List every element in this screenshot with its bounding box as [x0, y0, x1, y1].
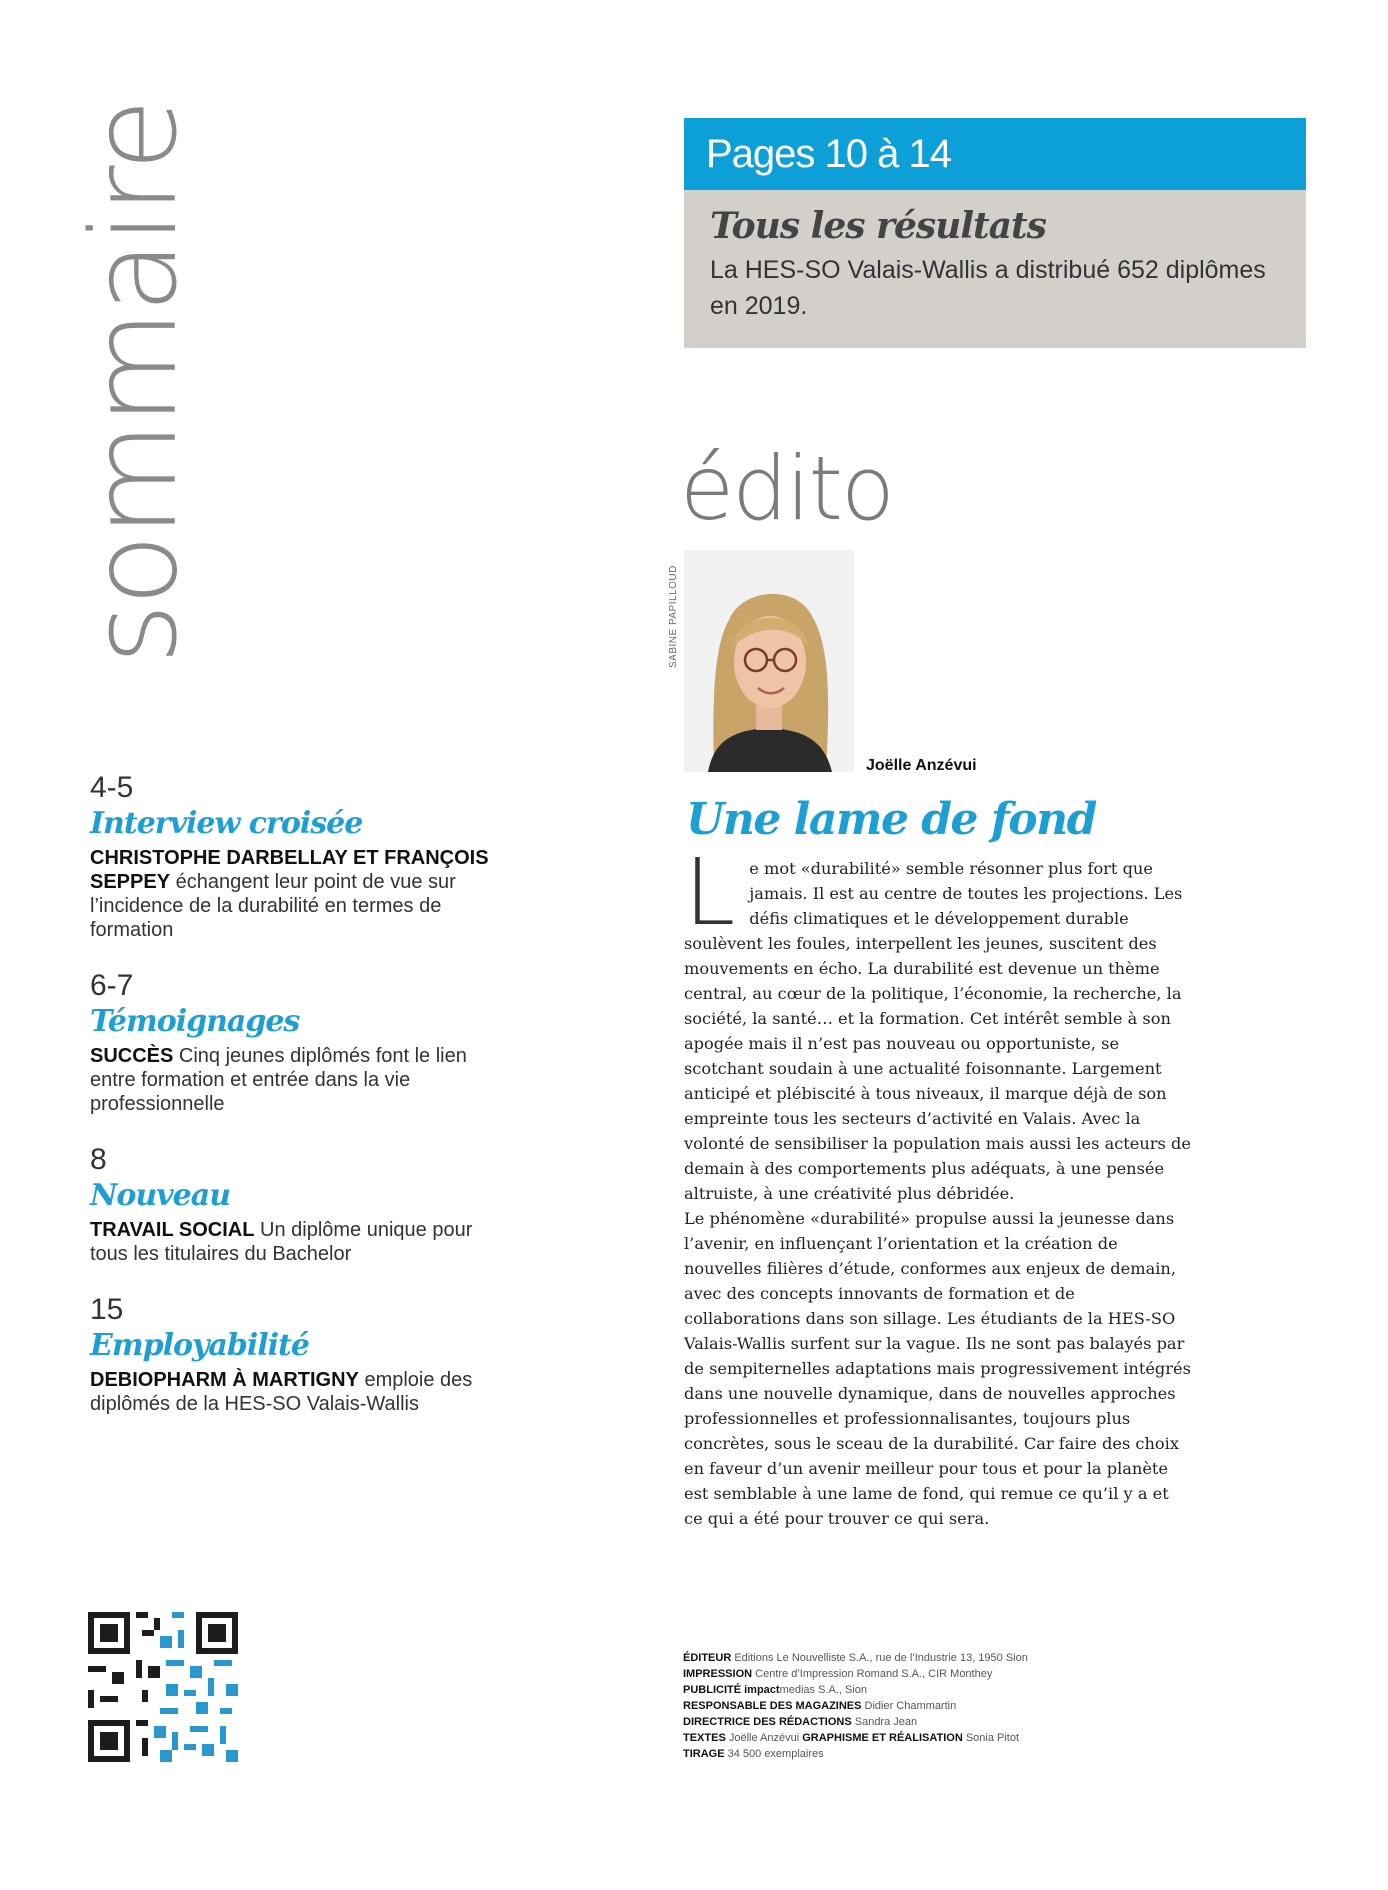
qr-code-graphic [88, 1612, 238, 1762]
imprint-value: Sandra Jean [851, 1716, 918, 1728]
photo-credit-text: SABINE PAPILLOUD [668, 565, 679, 668]
feature-pages-banner[interactable]: Pages 10 à 14 [684, 118, 1306, 190]
toc-description [90, 1368, 510, 1416]
imprint-label: ÉDITEUR [683, 1652, 732, 1664]
qr-code-icon[interactable] [88, 1612, 238, 1762]
toc-heading[interactable]: Nouveau [90, 1178, 231, 1213]
edito-paragraph: Le phénomène «durabilité» propulse aussi la jeunesse dans l’avenir, en influençant l’orientation et la création de nouvelles filières d’étude, conformes aux enjeux de demain, avec des concepts innovants de formation et de collaborations dans son sillage. Les étudiants de la HES-SO Valais-Wallis surfent sur la vague. Ils ne sont pas balayés par de sempiternelles adaptations mais progressivement intégrés dans une nouvelle dynamique, dans de nouvelles approches professionnelles et professionnalisantes, toujours plus concrètes, sous le sceau de la durabilité. Car faire des choix en faveur d’un avenir meilleur pour tous et pour la planète est semblable à une lame de fond, qui remue ce qu’il y a et ce qui a été pour trouver ce qui sera. [684, 1209, 1191, 1528]
edito-label: édito [680, 437, 893, 540]
portrait-image [684, 550, 854, 772]
toc-entry[interactable] [90, 770, 510, 942]
section-title-sommaire [65, 101, 203, 665]
imprint-value: Centre d’Impression Romand S.A., CIR Monthey [752, 1668, 993, 1680]
imprint-value: medias S.A., Sion [779, 1684, 868, 1696]
toc-pages: 4-5 [90, 771, 134, 804]
toc-pages: 8 [90, 1143, 107, 1176]
imprint-label: GRAPHISME ET RÉALISATION [802, 1732, 963, 1744]
imprint-line [683, 1746, 1203, 1762]
imprint-value: Joëlle Anzévui [725, 1732, 803, 1744]
imprint-label: TIRAGE [683, 1748, 725, 1760]
toc-pages: 15 [90, 1293, 124, 1326]
imprint-line [683, 1730, 1203, 1746]
imprint-value: Didier Chammartin [861, 1700, 957, 1712]
toc-body: Cinq jeunes diplômés font le lien entre formation et entrée dans la vie professionnelle [90, 1045, 467, 1115]
edito-title: Une lame de fond [686, 794, 1096, 845]
toc-entry[interactable] [90, 1142, 510, 1266]
toc-heading[interactable]: Témoignages [90, 1004, 300, 1039]
imprint-value: Sonia Pitot [962, 1732, 1020, 1744]
toc-description [90, 846, 510, 942]
toc-body: emploie des diplômés de la HES-SO Valais-Wallis [90, 1369, 473, 1415]
drop-cap: L [684, 839, 736, 946]
imprint-line [683, 1698, 1203, 1714]
imprint [683, 1650, 1203, 1762]
toc-description [90, 1044, 510, 1116]
imprint-label: PUBLICITÉ [683, 1684, 742, 1696]
toc-body: Un diplôme unique pour tous les titulaires du Bachelor [90, 1219, 473, 1265]
author-name: Joëlle Anzévui [866, 757, 977, 774]
imprint-brand: impact [741, 1684, 780, 1696]
toc-body: échangent leur point de vue sur l’incidence de la durabilité en termes de formation [90, 871, 456, 941]
imprint-value: 34 500 exemplaires [724, 1748, 824, 1760]
imprint-label: DIRECTRICE DES RÉDACTIONS [683, 1716, 852, 1728]
author-photo [684, 550, 854, 772]
sommaire-label: sommaire [65, 101, 203, 665]
toc-heading[interactable]: Interview croisée [90, 806, 363, 841]
imprint-value: Editions Le Nouvelliste S.A., rue de l’Industrie 13, 1950 Sion [731, 1652, 1028, 1664]
toc-entry[interactable] [90, 1292, 510, 1416]
imprint-line [683, 1666, 1203, 1682]
table-of-contents [90, 770, 510, 1442]
photo-credit [668, 558, 682, 668]
toc-lead: TRAVAIL SOCIAL [90, 1219, 255, 1241]
edito-body [684, 839, 1192, 1531]
imprint-line [683, 1650, 1203, 1666]
toc-pages: 6-7 [90, 969, 134, 1002]
feature-title: Tous les résultats [710, 205, 1046, 247]
imprint-label: TEXTES [683, 1732, 726, 1744]
toc-lead: DEBIOPHARM À MARTIGNY [90, 1369, 359, 1391]
edito-paragraph: e mot «durabilité» semble résonner plus fort que jamais. Il est au centre de toutes les projections. Les défis climatiques et le développement durable soulèvent les foules, interpellent les jeunes, suscitent des mouvements en écho. La durabilité est devenue un thème central, au cœur de la politique, l’économie, la recherche, la société, la santé… et la formation. Cet intérêt semble à son apogée mais il n’est pas nouveau ou opportuniste, se scotchant soudain à une actualité foisonnante. Largement anticipé et plébiscité à tous niveaux, il marque déjà de son empreinte tous les secteurs d’activité en Valais. Avec la volonté de sensibiliser la population mais aussi les acteurs de demain à des comportements plus adéquats, à une pensée altruiste, à une créativité plus débridée. [684, 859, 1191, 1203]
toc-lead: CHRISTOPHE DARBELLAY ET FRANÇOIS SEPPEY [90, 847, 489, 893]
toc-lead: SUCCÈS [90, 1045, 174, 1067]
toc-entry[interactable] [90, 968, 510, 1116]
imprint-label: IMPRESSION [683, 1668, 753, 1680]
imprint-line [683, 1682, 1203, 1698]
imprint-line [683, 1714, 1203, 1730]
imprint-label: RESPONSABLE DES MAGAZINES [683, 1700, 862, 1712]
toc-description [90, 1218, 510, 1266]
toc-heading[interactable]: Employabilité [90, 1328, 309, 1363]
feature-box[interactable] [684, 190, 1306, 348]
feature-text: La HES-SO Valais-Wallis a distribué 652 diplômes en 2019. [710, 256, 1266, 320]
